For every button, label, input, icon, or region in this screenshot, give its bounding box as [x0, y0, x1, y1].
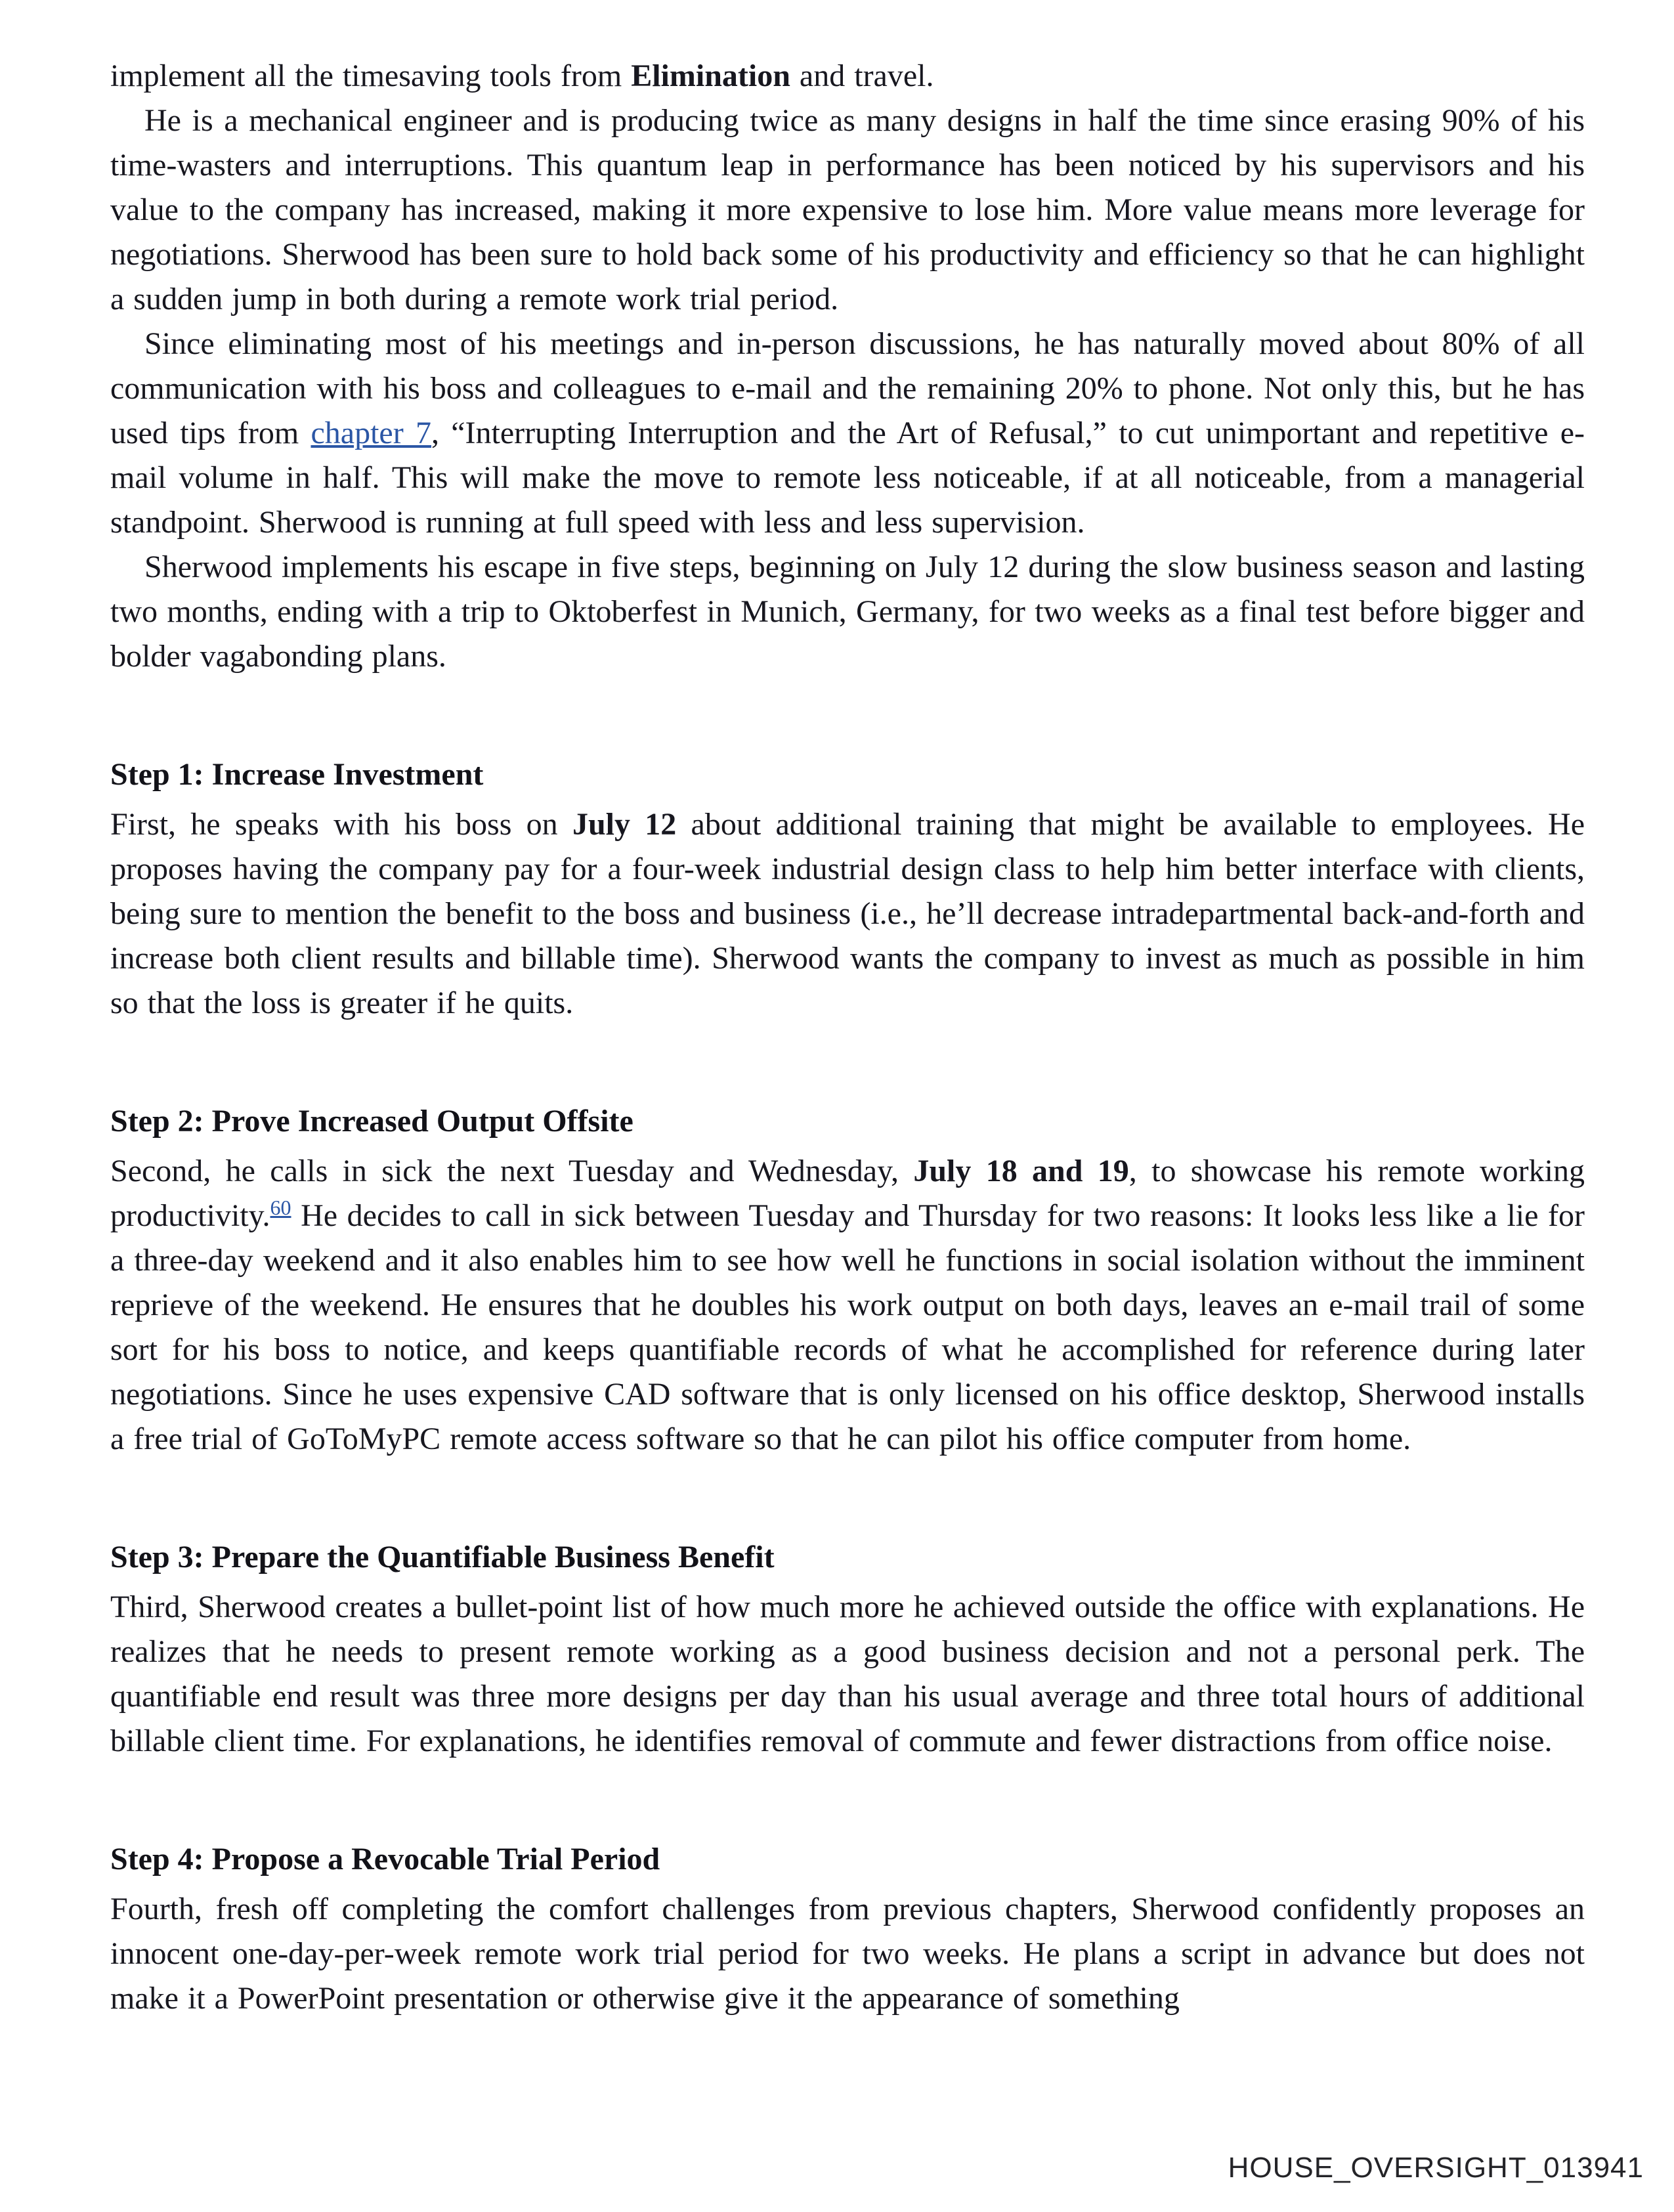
- paragraph: [110, 1149, 1585, 1462]
- bates-stamp: HOUSE_OVERSIGHT_013941: [1228, 2152, 1644, 2184]
- text-run: about additional training that might be available to employees. He proposes having the company pay for a four-week industrial design class to help him better interface with clients, being sure to mention the benefit to the boss and business (i.e., he’ll decrease intradepartmental back-and-forth and increase both client results and billable time). Sherwood wants the company to invest as much as possible in him so that the loss is greater if he quits.: [110, 807, 1585, 1020]
- bold-text: July 18 and 19: [913, 1154, 1129, 1188]
- text-run: and travel.: [790, 58, 934, 93]
- paragraph: [110, 802, 1585, 1026]
- text-run: implement all the timesaving tools from: [110, 58, 632, 93]
- text-run: First, he speaks with his boss on: [110, 807, 572, 842]
- text-run: Since eliminating most of his meetings and in-person discussions, he has naturally moved about 80% of all communication with his boss and colleagues to e-mail and the remaining 20% to phone. Not only this, but he has used tips from: [110, 326, 1585, 450]
- paragraph: [110, 545, 1585, 679]
- text-run: , “Interrupting Interruption and the Art of Refusal,” to cut unimportant and repetitive e-mail volume in half. This will make the move to remote less noticeable, if at all noticeable, from a managerial standpoint. Sherwood is running at full speed with less and less supervision.: [110, 416, 1585, 540]
- text-run: He is a mechanical engineer and is producing twice as many designs in half the time since erasing 90% of his time-wasters and interruptions. This quantum leap in performance has been noticed by his supervisors and his value to the company has increased, making it more expensive to lose him. More value means more leverage for negotiations. Sherwood has been sure to hold back some of his productivity and efficiency so that he can highlight a sudden jump in both during a remote work trial period.: [110, 103, 1585, 316]
- text-run: Sherwood implements his escape in five steps, beginning on July 12 during the slow business season and lasting two months, ending with a trip to Oktoberfest in Munich, Germany, for two weeks as a final test before bigger and bolder vagabonding plans.: [110, 550, 1585, 674]
- document-content: [110, 54, 1585, 2021]
- text-run: , to showcase his remote working productivity.: [110, 1154, 1585, 1233]
- paragraph: [110, 98, 1585, 322]
- step-heading: Step 1: Increase Investment: [110, 757, 484, 792]
- footnote-superscript: [270, 1196, 291, 1219]
- text-run: Third, Sherwood creates a bullet-point list of how much more he achieved outside the office with explanations. He realizes that he needs to present remote working as a good business decision and not a personal perk. The quantifiable end result was three more designs per day than his usual average and three total hours of additional billable client time. For explanations, he identifies removal of commute and fewer distractions from office noise.: [110, 1590, 1585, 1758]
- text-run: Fourth, fresh off completing the comfort challenges from previous chapters, Sherwood confidently proposes an innocent one-day-per-week remote work trial period for two weeks. He plans a script in advance but does not make it a PowerPoint presentation or otherwise give it the appearance of something: [110, 1892, 1585, 2016]
- bold-text: July 12: [572, 807, 677, 842]
- paragraph: [110, 1585, 1585, 1764]
- step-heading: Step 3: Prepare the Quantifiable Business Benefit: [110, 1540, 775, 1574]
- paragraph: [110, 322, 1585, 545]
- step-heading: Step 2: Prove Increased Output Offsite: [110, 1104, 633, 1139]
- chapter-link[interactable]: chapter 7: [311, 416, 431, 450]
- paragraph: [110, 54, 1585, 98]
- text-run: Second, he calls in sick the next Tuesday and Wednesday,: [110, 1154, 914, 1188]
- bold-text: Elimination: [631, 58, 790, 93]
- paragraph: [110, 1887, 1585, 2021]
- text-run: He decides to call in sick between Tuesday and Thursday for two reasons: It looks less like a lie for a three-day weekend and it also enables him to see how well he functions in social isolation without the imminent reprieve of the weekend. He ensures that he doubles his work output on both days, leaves an e-mail trail of some sort for his boss to notice, and keeps quantifiable records of what he accomplished for reference during later negotiations. Since he uses expensive CAD software that is only licensed on his office desktop, Sherwood installs a free trial of GoToMyPC remote access software so that he can pilot his office computer from home.: [110, 1198, 1585, 1456]
- footnote-link[interactable]: 60: [270, 1196, 291, 1219]
- step-heading: Step 4: Propose a Revocable Trial Period: [110, 1842, 660, 1876]
